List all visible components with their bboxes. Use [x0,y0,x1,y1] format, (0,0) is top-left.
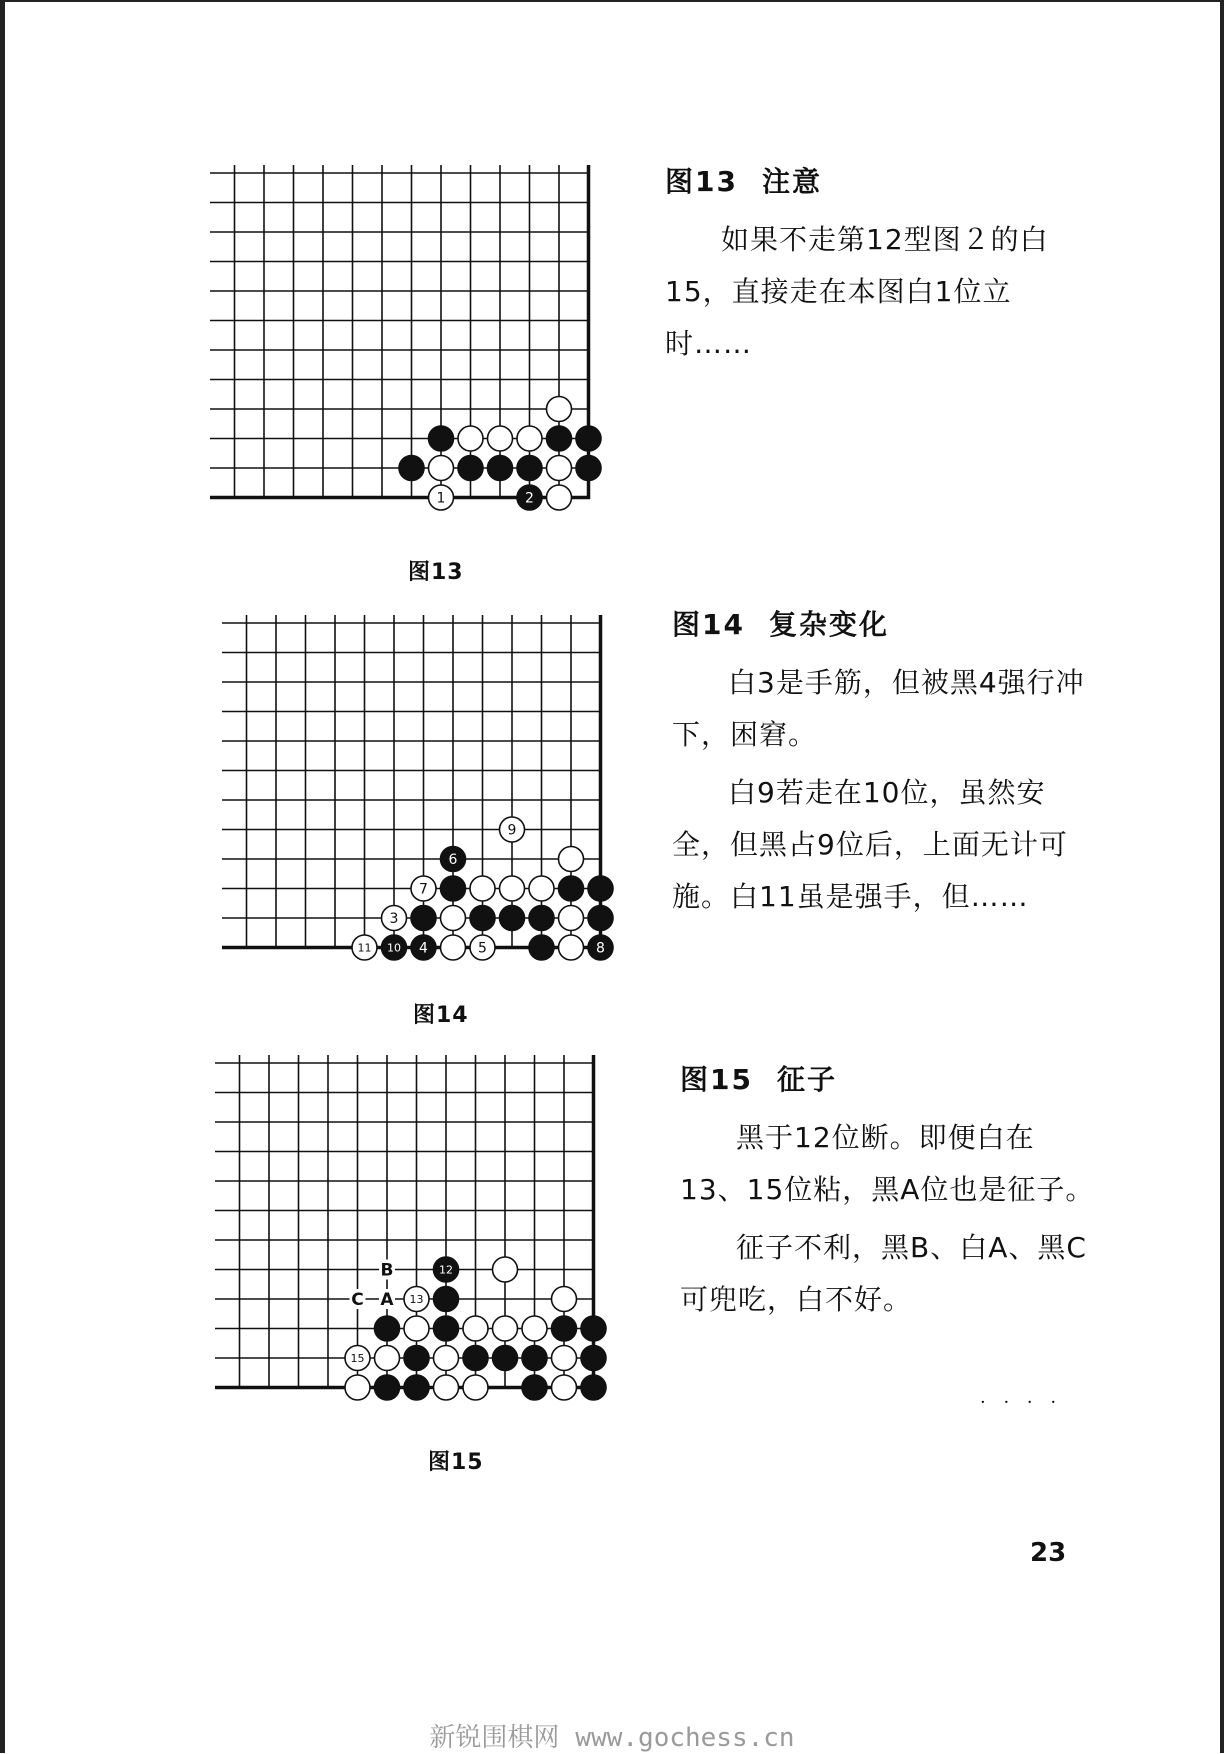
white-stone [434,1346,459,1371]
white-stone [429,485,454,510]
watermark-url: www.gochess.cn [575,1723,795,1753]
black-stone [588,906,613,931]
white-stone [470,876,495,901]
white-stone [522,1316,547,1341]
text-fig15 [680,1058,1100,1332]
black-stone [429,426,454,451]
stone-move-number: 4 [419,940,428,957]
heading-fig15-label: 图15 [680,1063,753,1096]
black-stone [411,906,436,931]
black-stone [382,935,407,960]
white-stone [547,397,572,422]
black-stone [375,1316,400,1341]
black-stone [411,935,436,960]
black-stone [522,1346,547,1371]
stone-move-number: 10 [387,941,401,955]
white-stone [411,876,436,901]
white-stone [404,1316,429,1341]
board-mark-B: B [380,1260,394,1281]
stone-move-number: 5 [478,940,487,957]
stone-move-number: 6 [448,852,458,869]
black-stone [529,906,554,931]
white-stone [493,1257,518,1282]
black-stone [581,1375,606,1400]
go-board-fig13 [210,165,630,535]
black-stone [552,1316,577,1341]
black-stone [576,456,601,481]
stone-move-number: 8 [596,940,605,957]
board-mark-C: C [351,1290,364,1310]
stone-move-number: 3 [389,911,399,928]
board-mark-A: A [380,1290,394,1310]
black-stone [404,1346,429,1371]
caption-fig15: 图15 [428,1450,484,1475]
white-stone [463,1316,488,1341]
stone-move-number: 13 [409,1292,424,1306]
white-stone [434,1375,459,1400]
board-svg-fig13 [210,165,630,535]
stone-move-number: 11 [357,941,372,955]
black-stone [529,935,554,960]
black-stone [576,426,601,451]
board-svg-fig15 [215,1055,635,1425]
black-stone [588,935,613,960]
black-stone [517,485,542,510]
white-stone [547,485,572,510]
text-fig14 [672,603,1092,929]
black-stone [441,847,466,872]
white-stone [552,1287,577,1312]
white-stone [493,1316,518,1341]
stone-move-number: 15 [350,1351,365,1365]
black-stone [547,426,572,451]
white-stone [500,817,525,842]
heading-fig15-title: 征子 [776,1063,837,1096]
heading-fig13-label: 图13 [665,165,738,198]
stone-move-number: 1 [436,490,446,507]
white-stone [517,426,542,451]
white-stone [352,935,377,960]
heading-fig14 [672,603,1092,643]
white-stone [552,1375,577,1400]
black-stone [493,1346,518,1371]
white-stone [404,1287,429,1312]
caption-fig14: 图14 [413,1003,469,1028]
black-stone [588,876,613,901]
ellipsis-dots: · · · · [980,1392,1063,1413]
white-stone [552,1346,577,1371]
black-stone [470,906,495,931]
heading-fig13-title: 注意 [761,165,822,198]
white-stone [470,935,495,960]
black-stone [581,1316,606,1341]
heading-fig14-label: 图14 [672,608,745,641]
stone-move-number: 12 [439,1263,453,1277]
white-stone [458,426,483,451]
heading-fig13 [665,160,1085,200]
heading-fig14-title: 复杂变化 [768,608,889,641]
go-board-fig15 [215,1055,635,1425]
paragraph-fig13-1: 如果不走第12型图２的白15，直接走在本图白1位立时…… [665,223,1049,360]
white-stone [375,1346,400,1371]
white-stone [559,906,584,931]
white-stone [382,906,407,931]
white-stone [547,456,572,481]
white-stone [441,906,466,931]
black-stone [458,456,483,481]
paragraph-fig14-2: 白9若走在10位，虽然安全，但黑占9位后，上面无计可施。白11虽是强手，但…… [672,776,1068,913]
board-svg-fig14 [222,615,642,985]
black-stone [463,1346,488,1371]
black-stone [434,1257,459,1282]
heading-fig15 [680,1058,1100,1098]
black-stone [434,1287,459,1312]
page-number: 23 [1030,1538,1067,1568]
white-stone [345,1346,370,1371]
white-stone [429,456,454,481]
black-stone [441,876,466,901]
black-stone [488,456,513,481]
white-stone [559,935,584,960]
footer-watermark [0,1717,1224,1754]
black-stone [500,906,525,931]
watermark-site-name: 新锐围棋网 [429,1723,560,1753]
black-stone [517,456,542,481]
black-stone [375,1375,400,1400]
white-stone [463,1375,488,1400]
black-stone [404,1375,429,1400]
black-stone [581,1346,606,1371]
paragraph-fig15-1: 黑于12位断。即便白在13、15位粘，黑A位也是征子。 [680,1121,1095,1206]
black-stone [399,456,424,481]
paragraph-fig14-1: 白3是手筋，但被黑4强行冲下，困窘。 [672,666,1085,751]
stone-move-number: 9 [507,822,517,839]
white-stone [488,426,513,451]
black-stone [559,876,584,901]
black-stone [434,1316,459,1341]
caption-fig13: 图13 [408,560,464,585]
white-stone [345,1375,370,1400]
text-fig13 [665,160,1085,376]
white-stone [529,876,554,901]
stone-move-number: 2 [525,490,534,507]
white-stone [441,935,466,960]
paragraph-fig15-2: 征子不利，黑B、白A、黑C可兜吃，白不好。 [680,1231,1087,1316]
black-stone [522,1375,547,1400]
go-board-fig14 [222,615,642,985]
stone-move-number: 7 [419,881,428,898]
white-stone [500,876,525,901]
white-stone [559,847,584,872]
